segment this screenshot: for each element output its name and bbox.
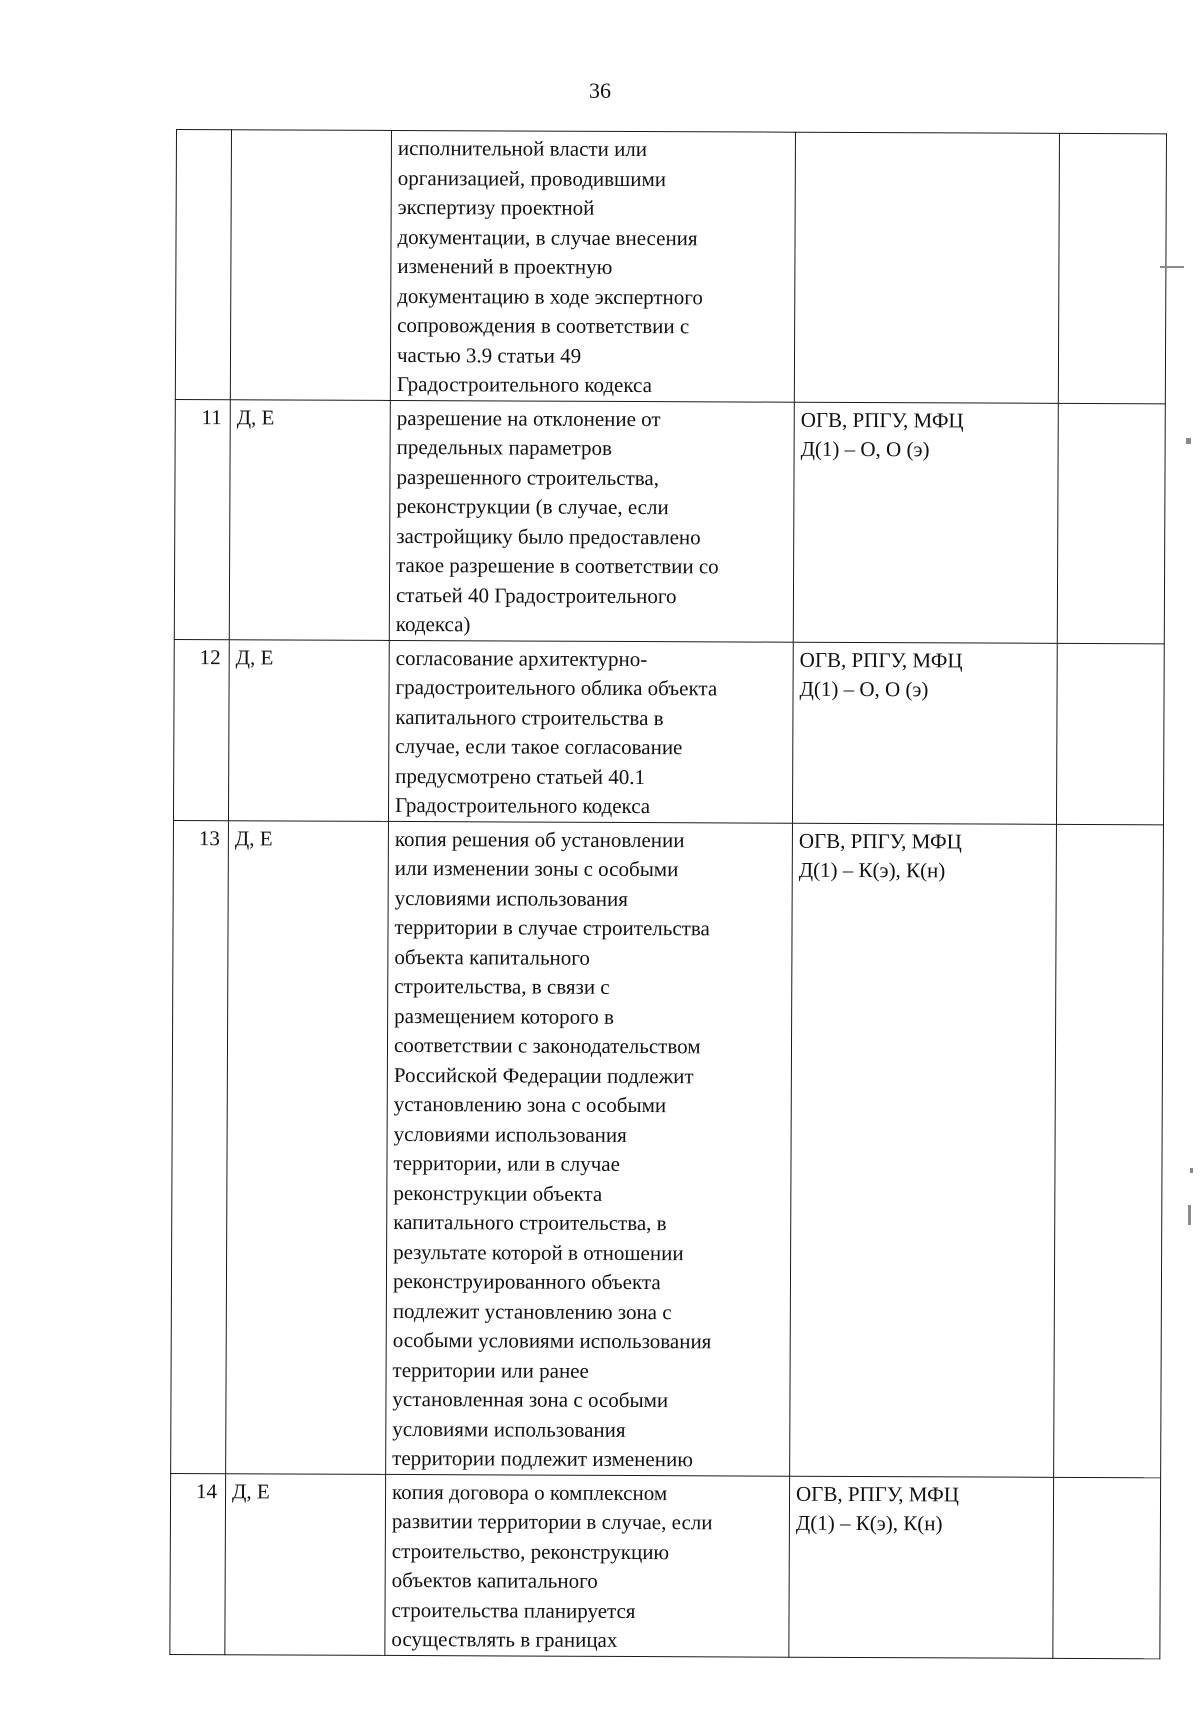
scan-speck: [1188, 1205, 1191, 1225]
document-description: разрешение на отклонение от предельных параметров разрешенного строительства, реконструкции (в случае, если застройщику было предоставлено такое разрешение в соответствии со статьей 40 Градостроительного кодекса): [389, 400, 794, 642]
extra-cell: [1057, 403, 1165, 643]
scan-speck: [1190, 1168, 1193, 1173]
row-number: 14: [170, 1473, 226, 1654]
applicant-category: Д, Е: [225, 1473, 386, 1655]
document-description: копия договора о комплексном развитии территории в случае, если строительство, реконструкцию объектов капитального строительства планируется осуществлять в границах: [385, 1474, 790, 1657]
scan-speck: [1186, 438, 1191, 444]
document-source: ОГВ, РПГУ, МФЦ Д(1) – О, О (э): [792, 642, 1057, 824]
table-row: [171, 820, 1164, 1477]
extra-cell: [1056, 643, 1164, 824]
extra-cell: [1058, 133, 1166, 403]
extra-cell: [1054, 824, 1164, 1477]
applicant-category: Д, Е: [228, 639, 389, 821]
table-row: [174, 399, 1165, 643]
page-number: 36: [589, 78, 611, 103]
row-number: 12: [173, 639, 229, 820]
applicant-category: Д, Е: [229, 399, 390, 640]
table-row: [173, 639, 1164, 824]
table-row: [175, 130, 1166, 404]
document-description: исполнительной власти или организацией, проводившими экспертизу проектной документации, в случае внесения изменений в проектную документацию в ходе экспертного сопровождения в соответствии с частью 3.9 статьи 49 Градостроительного кодекса: [390, 130, 795, 401]
row-number: [175, 130, 231, 400]
applicant-category: [230, 130, 391, 400]
document-description: копия решения об установлении или изменении зоны с особыми условиями использования территории в случае строительства объекта капитального строительства, в связи с размещением которого в соответствии с законодательством Российской Федерации подлежит установлению зона с особыми условиями использования территории, или в случае реконструкции объекта капитального строительства, в результате которой в отношении реконструированного объекта подлежит установлению зона с особыми условиями использования территории или ранее установленная зона с особыми условиями использования территории подлежит изменению: [386, 821, 793, 1476]
document-source: ОГВ, РПГУ, МФЦ Д(1) – К(э), К(н): [789, 1476, 1054, 1658]
document-description: согласование архитектурно- градостроительного облика объекта капитального строительства в случае, если такое согласование предусмотрено статьей 40.1 Градостроительного кодекса: [388, 640, 793, 823]
documents-table: [169, 129, 1167, 1659]
table-row: [170, 1473, 1161, 1658]
document-source: ОГВ, РПГУ, МФЦ Д(1) – О, О (э): [793, 402, 1058, 643]
scan-speck: [1160, 266, 1184, 268]
extra-cell: [1053, 1477, 1161, 1658]
row-number: 13: [171, 820, 229, 1473]
applicant-category: Д, Е: [226, 820, 389, 1474]
document-source: ОГВ, РПГУ, МФЦ Д(1) – К(э), К(н): [790, 823, 1057, 1477]
row-number: 11: [174, 399, 230, 639]
document-source: [794, 132, 1059, 403]
